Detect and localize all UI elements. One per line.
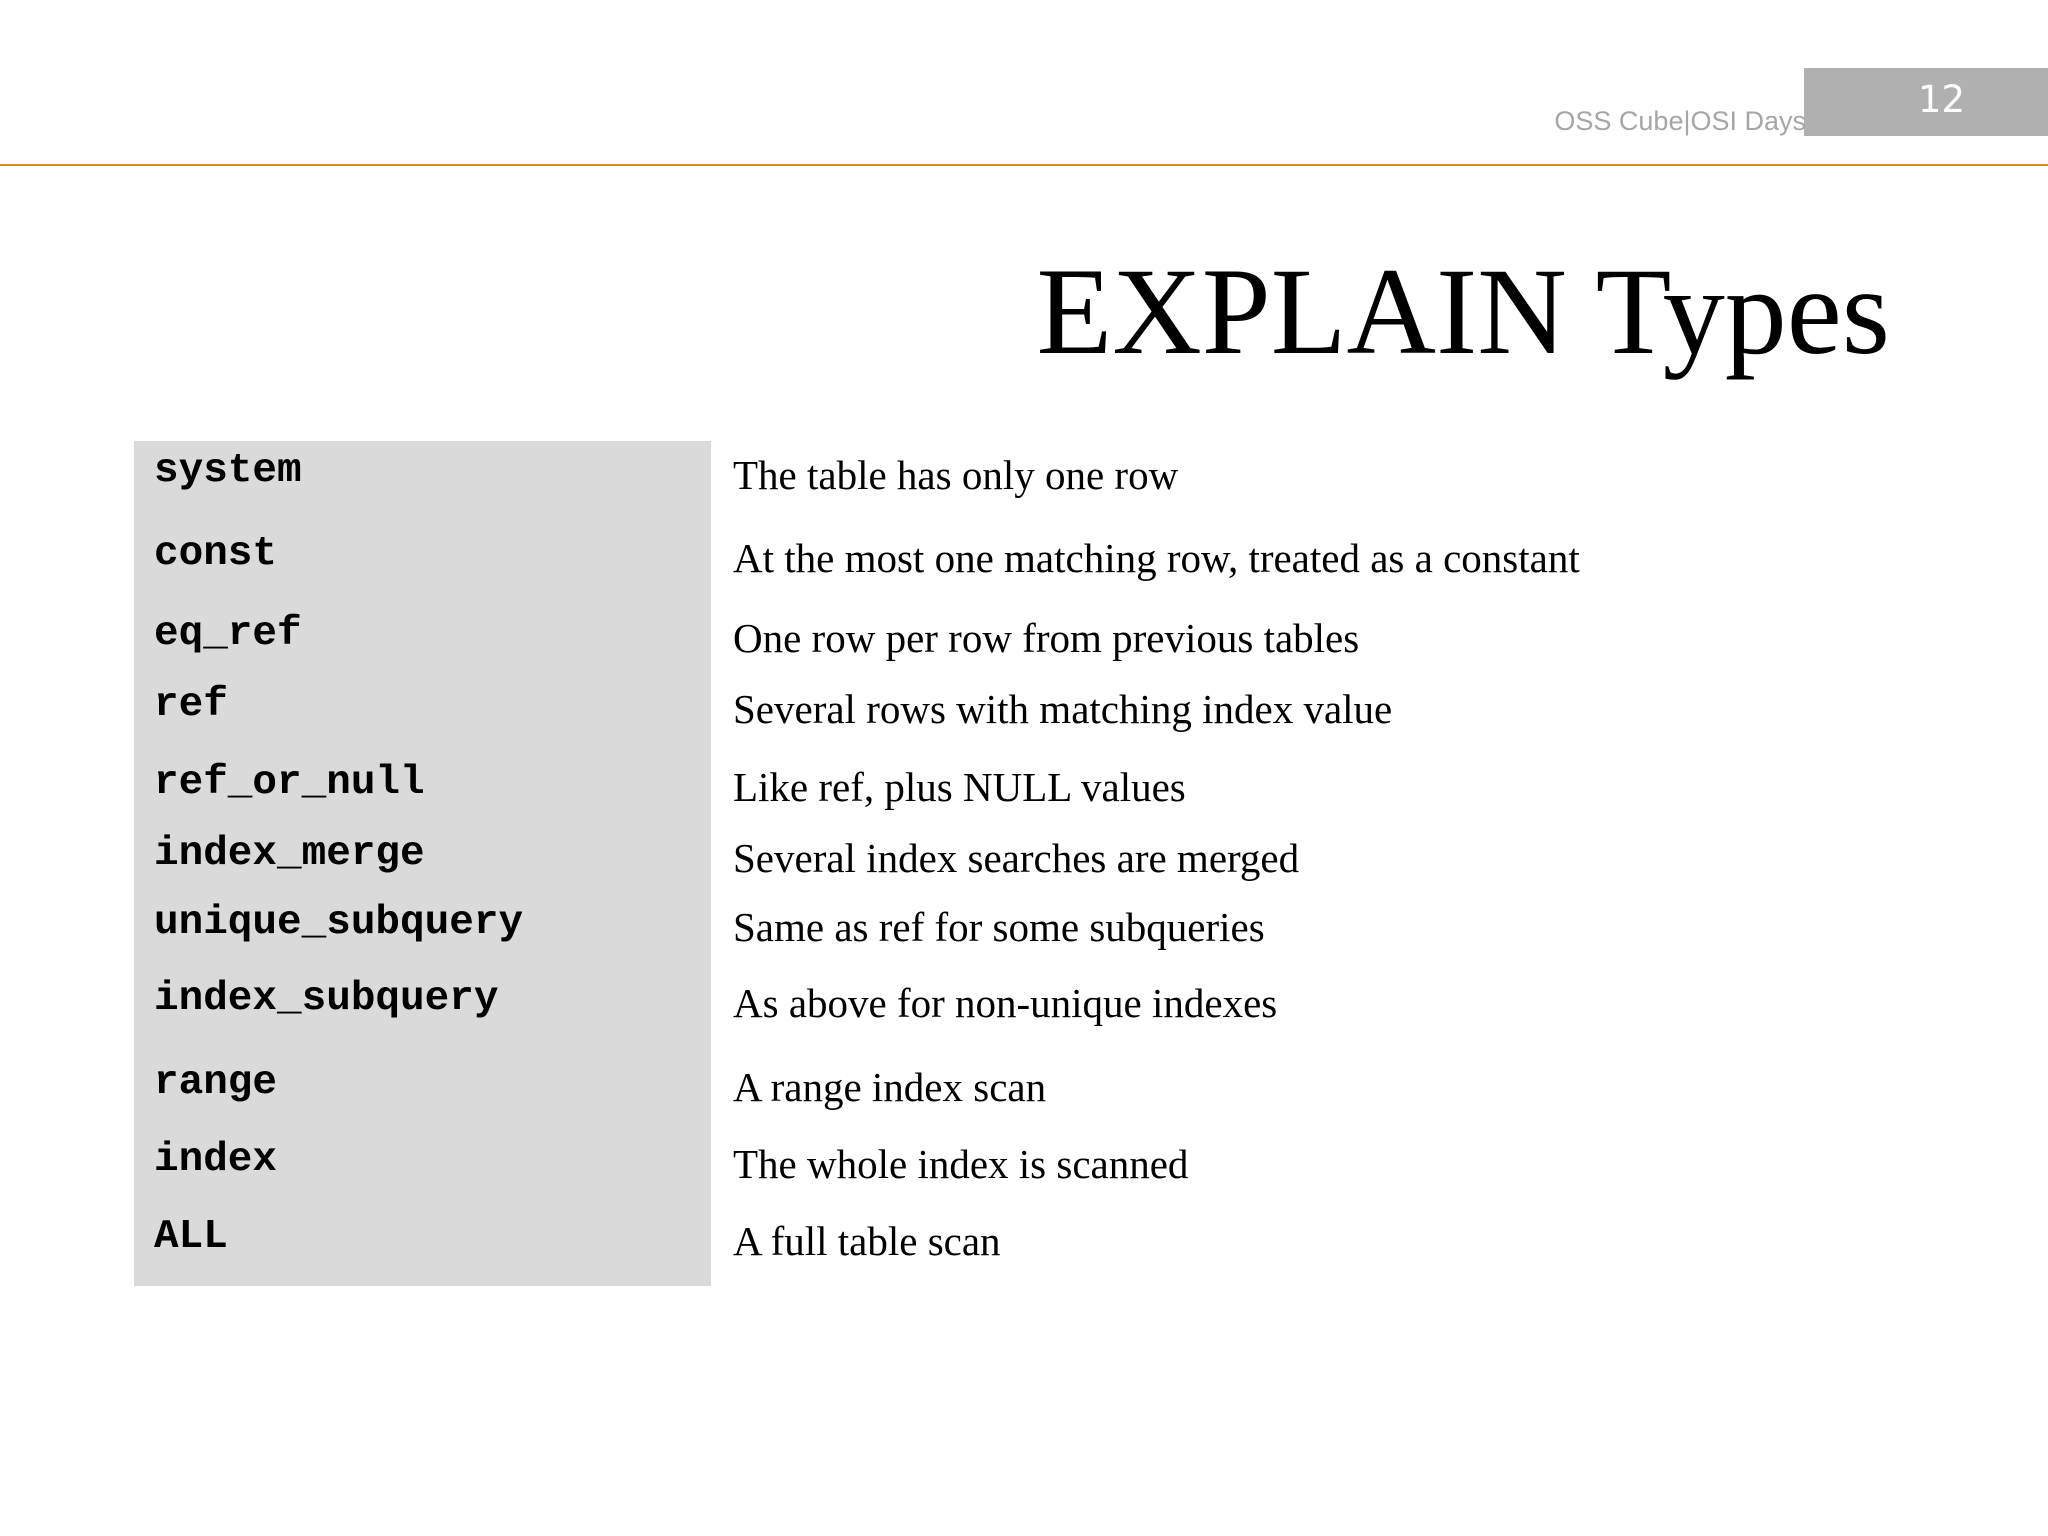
type-desc-eq-ref: One row per row from previous tables bbox=[733, 615, 1360, 661]
type-name-eq-ref: eq_ref bbox=[154, 611, 302, 657]
type-desc-ref: Several rows with matching index value bbox=[733, 686, 1393, 732]
type-desc-ref-or-null: Like ref, plus NULL values bbox=[733, 764, 1186, 810]
type-desc-all: A full table scan bbox=[733, 1218, 1001, 1264]
type-desc-const: At the most one matching row, treated as a constant bbox=[733, 535, 1580, 581]
slide-title: EXPLAIN Types bbox=[1036, 243, 1890, 380]
type-desc-index: The whole index is scanned bbox=[733, 1141, 1189, 1187]
type-name-index: index bbox=[154, 1137, 278, 1183]
page-number: 12 bbox=[1918, 78, 1966, 121]
brand-label: OSS Cube|OSI Days bbox=[1554, 106, 1806, 136]
type-name-ref: ref bbox=[154, 682, 228, 728]
type-desc-unique-subquery: Same as ref for some subqueries bbox=[733, 904, 1265, 950]
type-desc-index-merge: Several index searches are merged bbox=[733, 835, 1300, 881]
type-desc-range: A range index scan bbox=[733, 1064, 1047, 1110]
type-name-unique-subquery: unique_subquery bbox=[154, 900, 524, 946]
explain-types-table bbox=[134, 441, 1734, 1286]
type-desc-index-subquery: As above for non-unique indexes bbox=[733, 980, 1278, 1026]
type-desc-system: The table has only one row bbox=[733, 452, 1179, 498]
type-name-system: system bbox=[154, 448, 302, 494]
type-name-index-merge: index_merge bbox=[154, 831, 425, 877]
type-name-range: range bbox=[154, 1060, 278, 1106]
header-divider bbox=[0, 164, 2048, 166]
type-name-ref-or-null: ref_or_null bbox=[154, 760, 425, 806]
type-name-const: const bbox=[154, 531, 278, 577]
type-name-all: ALL bbox=[154, 1214, 228, 1260]
type-name-index-subquery: index_subquery bbox=[154, 976, 499, 1022]
